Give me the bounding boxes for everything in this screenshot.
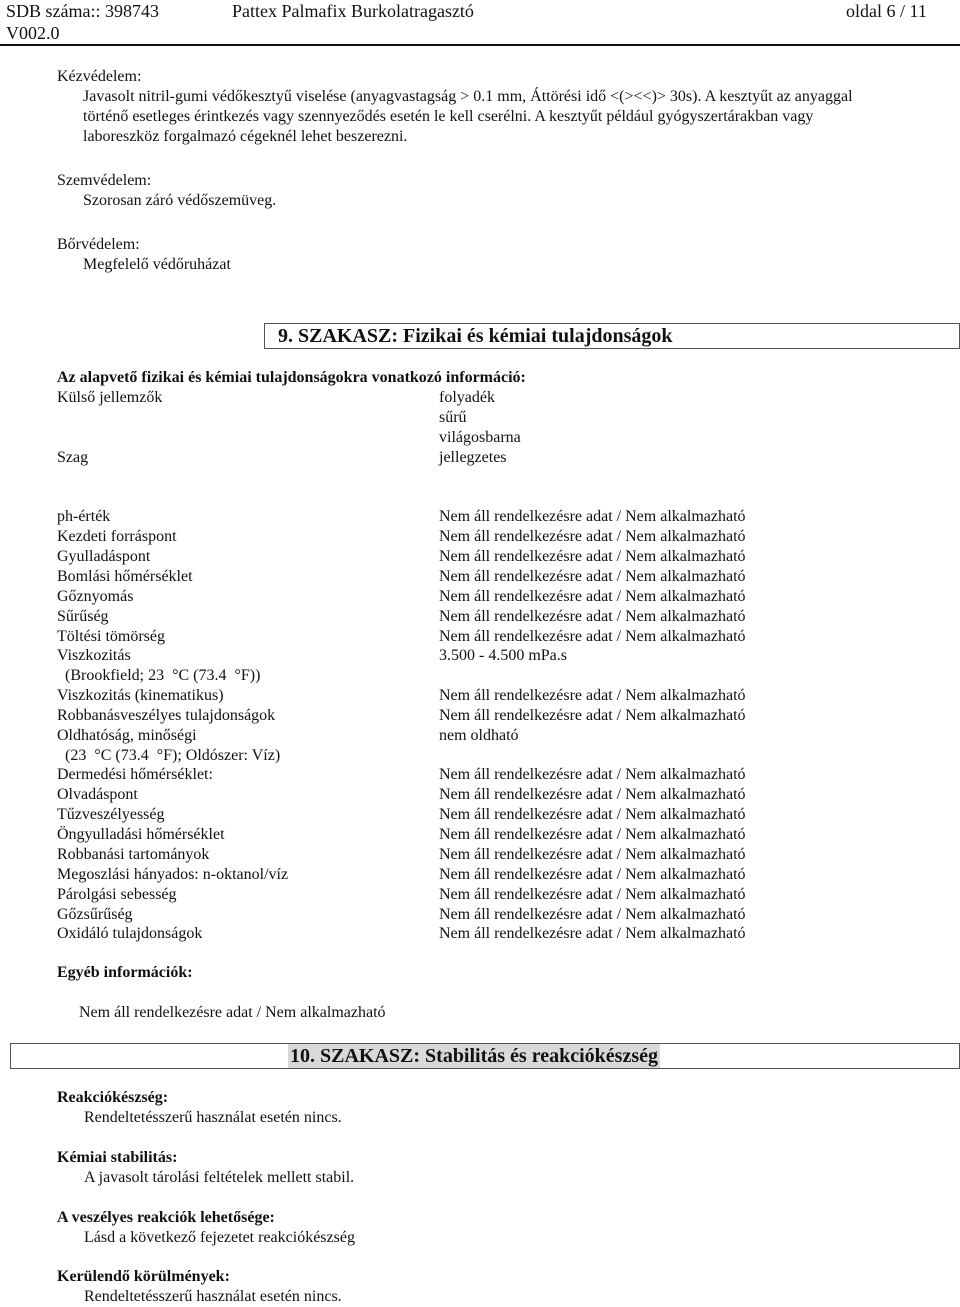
property-label: Kezdeti forráspont xyxy=(57,528,177,545)
page-number: oldal 6 / 11 xyxy=(846,1,927,21)
property-value: Nem áll rendelkezésre adat / Nem alkalmazható xyxy=(439,886,746,903)
property-row xyxy=(57,666,917,686)
property-row xyxy=(57,845,917,865)
property-value: Nem áll rendelkezésre adat / Nem alkalmazható xyxy=(439,707,746,724)
property-label: Sűrűség xyxy=(57,608,109,625)
property-label: ph-érték xyxy=(57,508,111,525)
property-row xyxy=(57,547,917,567)
section-9-title: 9. SZAKASZ: Fizikai és kémiai tulajdonságok xyxy=(278,325,673,347)
property-value: Nem áll rendelkezésre adat / Nem alkalmazható xyxy=(439,766,746,783)
property-label: (Brookfield; 23 °C (73.4 °F)) xyxy=(57,667,261,684)
property-label: Tűzveszélyesség xyxy=(57,806,165,823)
property-value: Nem áll rendelkezésre adat / Nem alkalmazható xyxy=(439,608,746,625)
property-row xyxy=(57,765,917,785)
property-value: Nem áll rendelkezésre adat / Nem alkalmazható xyxy=(439,846,746,863)
property-row xyxy=(57,825,917,845)
property-label: Töltési tömörség xyxy=(57,628,165,645)
property-row xyxy=(57,805,917,825)
property-value: Nem áll rendelkezésre adat / Nem alkalmazható xyxy=(439,906,746,923)
property-row xyxy=(57,567,917,587)
conditions-to-avoid-text: Rendeltetésszerű használat esetén nincs. xyxy=(84,1288,342,1305)
other-info-text: Nem áll rendelkezésre adat / Nem alkalmazható xyxy=(79,1004,386,1021)
skin-protection-text: Megfelelő védőruházat xyxy=(83,256,231,273)
hazardous-reactions-title: A veszélyes reakciók lehetősége: xyxy=(57,1209,275,1226)
eye-protection-text: Szorosan záró védőszemüveg. xyxy=(83,192,277,209)
odor-label: Szag xyxy=(57,449,89,466)
property-label: Dermedési hőmérséklet: xyxy=(57,766,213,783)
property-value: Nem áll rendelkezésre adat / Nem alkalmazható xyxy=(439,628,746,645)
property-row xyxy=(57,686,917,706)
chemical-stability-title: Kémiai stabilitás: xyxy=(57,1149,178,1166)
other-info-title: Egyéb információk: xyxy=(57,964,193,981)
property-label: Párolgási sebesség xyxy=(57,886,177,903)
property-row xyxy=(57,905,917,925)
eye-protection-title: Szemvédelem: xyxy=(57,172,152,189)
skin-protection-title: Bőrvédelem: xyxy=(57,236,140,253)
property-label: Oldhatóság, minőségi xyxy=(57,727,197,744)
property-label: Gyulladáspont xyxy=(57,548,151,565)
property-label: (23 °C (73.4 °F); Oldószer: Víz) xyxy=(57,747,281,764)
property-label: Megoszlási hányados: n-oktanol/víz xyxy=(57,866,289,883)
property-value: Nem áll rendelkezésre adat / Nem alkalmazható xyxy=(439,687,746,704)
property-value: Nem áll rendelkezésre adat / Nem alkalmazható xyxy=(439,786,746,803)
basic-info-title: Az alapvető fizikai és kémiai tulajdonságokra vonatkozó információ: xyxy=(57,369,526,386)
property-label: Gőznyomás xyxy=(57,588,134,605)
property-row xyxy=(57,746,917,766)
property-row xyxy=(57,706,917,726)
property-row xyxy=(57,865,917,885)
property-row xyxy=(57,924,917,944)
header-rule xyxy=(0,44,960,46)
hand-protection-line: laboreszköz forgalmazó cégeknél lehet beszerezni. xyxy=(83,128,408,145)
property-row xyxy=(57,587,917,607)
property-label: Bomlási hőmérséklet xyxy=(57,568,193,585)
property-row xyxy=(57,527,917,547)
property-value: Nem áll rendelkezésre adat / Nem alkalmazható xyxy=(439,588,746,605)
property-value: Nem áll rendelkezésre adat / Nem alkalmazható xyxy=(439,806,746,823)
reactivity-text: Rendeltetésszerű használat esetén nincs. xyxy=(84,1109,342,1126)
section-10-title: 10. SZAKASZ: Stabilitás és reakciókészség xyxy=(290,1045,658,1067)
odor-value: jellegzetes xyxy=(439,449,507,466)
property-label: Oxidáló tulajdonságok xyxy=(57,925,203,942)
property-row xyxy=(57,646,917,666)
property-label: Gőzsűrűség xyxy=(57,906,133,923)
hand-protection-line: történő esetleges érintkezés vagy szennyeződés esetén le kell cserélni. A kesztyűt például gyógyszertárakban vagy xyxy=(83,108,814,125)
property-label: Viszkozitás (kinematikus) xyxy=(57,687,224,704)
reactivity-title: Reakciókészség: xyxy=(57,1089,169,1106)
product-name: Pattex Palmafix Burkolatragasztó xyxy=(232,1,474,21)
property-value: Nem áll rendelkezésre adat / Nem alkalmazható xyxy=(439,528,746,545)
hand-protection-title: Kézvédelem: xyxy=(57,68,142,85)
property-row xyxy=(57,885,917,905)
property-value: Nem áll rendelkezésre adat / Nem alkalmazható xyxy=(439,508,746,525)
property-label: Robbanásveszélyes tulajdonságok xyxy=(57,707,276,724)
conditions-to-avoid-title: Kerülendő körülmények: xyxy=(57,1268,230,1285)
hand-protection-line: Javasolt nitril-gumi védőkesztyű viselése (anyagvastagság > 0.1 mm, Áttörési idő <(><<)> 30s). A kesztyűt az anyaggal xyxy=(83,88,853,105)
property-value: Nem áll rendelkezésre adat / Nem alkalmazható xyxy=(439,568,746,585)
property-value: Nem áll rendelkezésre adat / Nem alkalmazható xyxy=(439,925,746,942)
appearance-label: Külső jellemzők xyxy=(57,389,163,406)
property-row xyxy=(57,785,917,805)
property-label: Viszkozitás xyxy=(57,647,131,664)
sdb-number: SDB száma:: 398743 xyxy=(6,1,159,21)
property-label: Öngyulladási hőmérséklet xyxy=(57,826,225,843)
appearance-value: világosbarna xyxy=(439,429,521,446)
appearance-value: folyadék xyxy=(439,389,495,406)
property-value: nem oldható xyxy=(439,727,519,744)
property-label: Robbanási tartományok xyxy=(57,846,210,863)
property-row xyxy=(57,726,917,746)
version: V002.0 xyxy=(6,23,60,43)
chemical-stability-text: A javasolt tárolási feltételek mellett stabil. xyxy=(84,1169,355,1186)
property-value: Nem áll rendelkezésre adat / Nem alkalmazható xyxy=(439,826,746,843)
property-row xyxy=(57,507,917,527)
property-row xyxy=(57,627,917,647)
property-value: 3.500 - 4.500 mPa.s xyxy=(439,647,567,664)
property-value: Nem áll rendelkezésre adat / Nem alkalmazható xyxy=(439,548,746,565)
property-label: Olvadáspont xyxy=(57,786,138,803)
hazardous-reactions-text: Lásd a következő fejezetet reakciókészség xyxy=(84,1229,355,1246)
property-value: Nem áll rendelkezésre adat / Nem alkalmazható xyxy=(439,866,746,883)
property-row xyxy=(57,607,917,627)
appearance-value: sűrű xyxy=(439,409,467,426)
